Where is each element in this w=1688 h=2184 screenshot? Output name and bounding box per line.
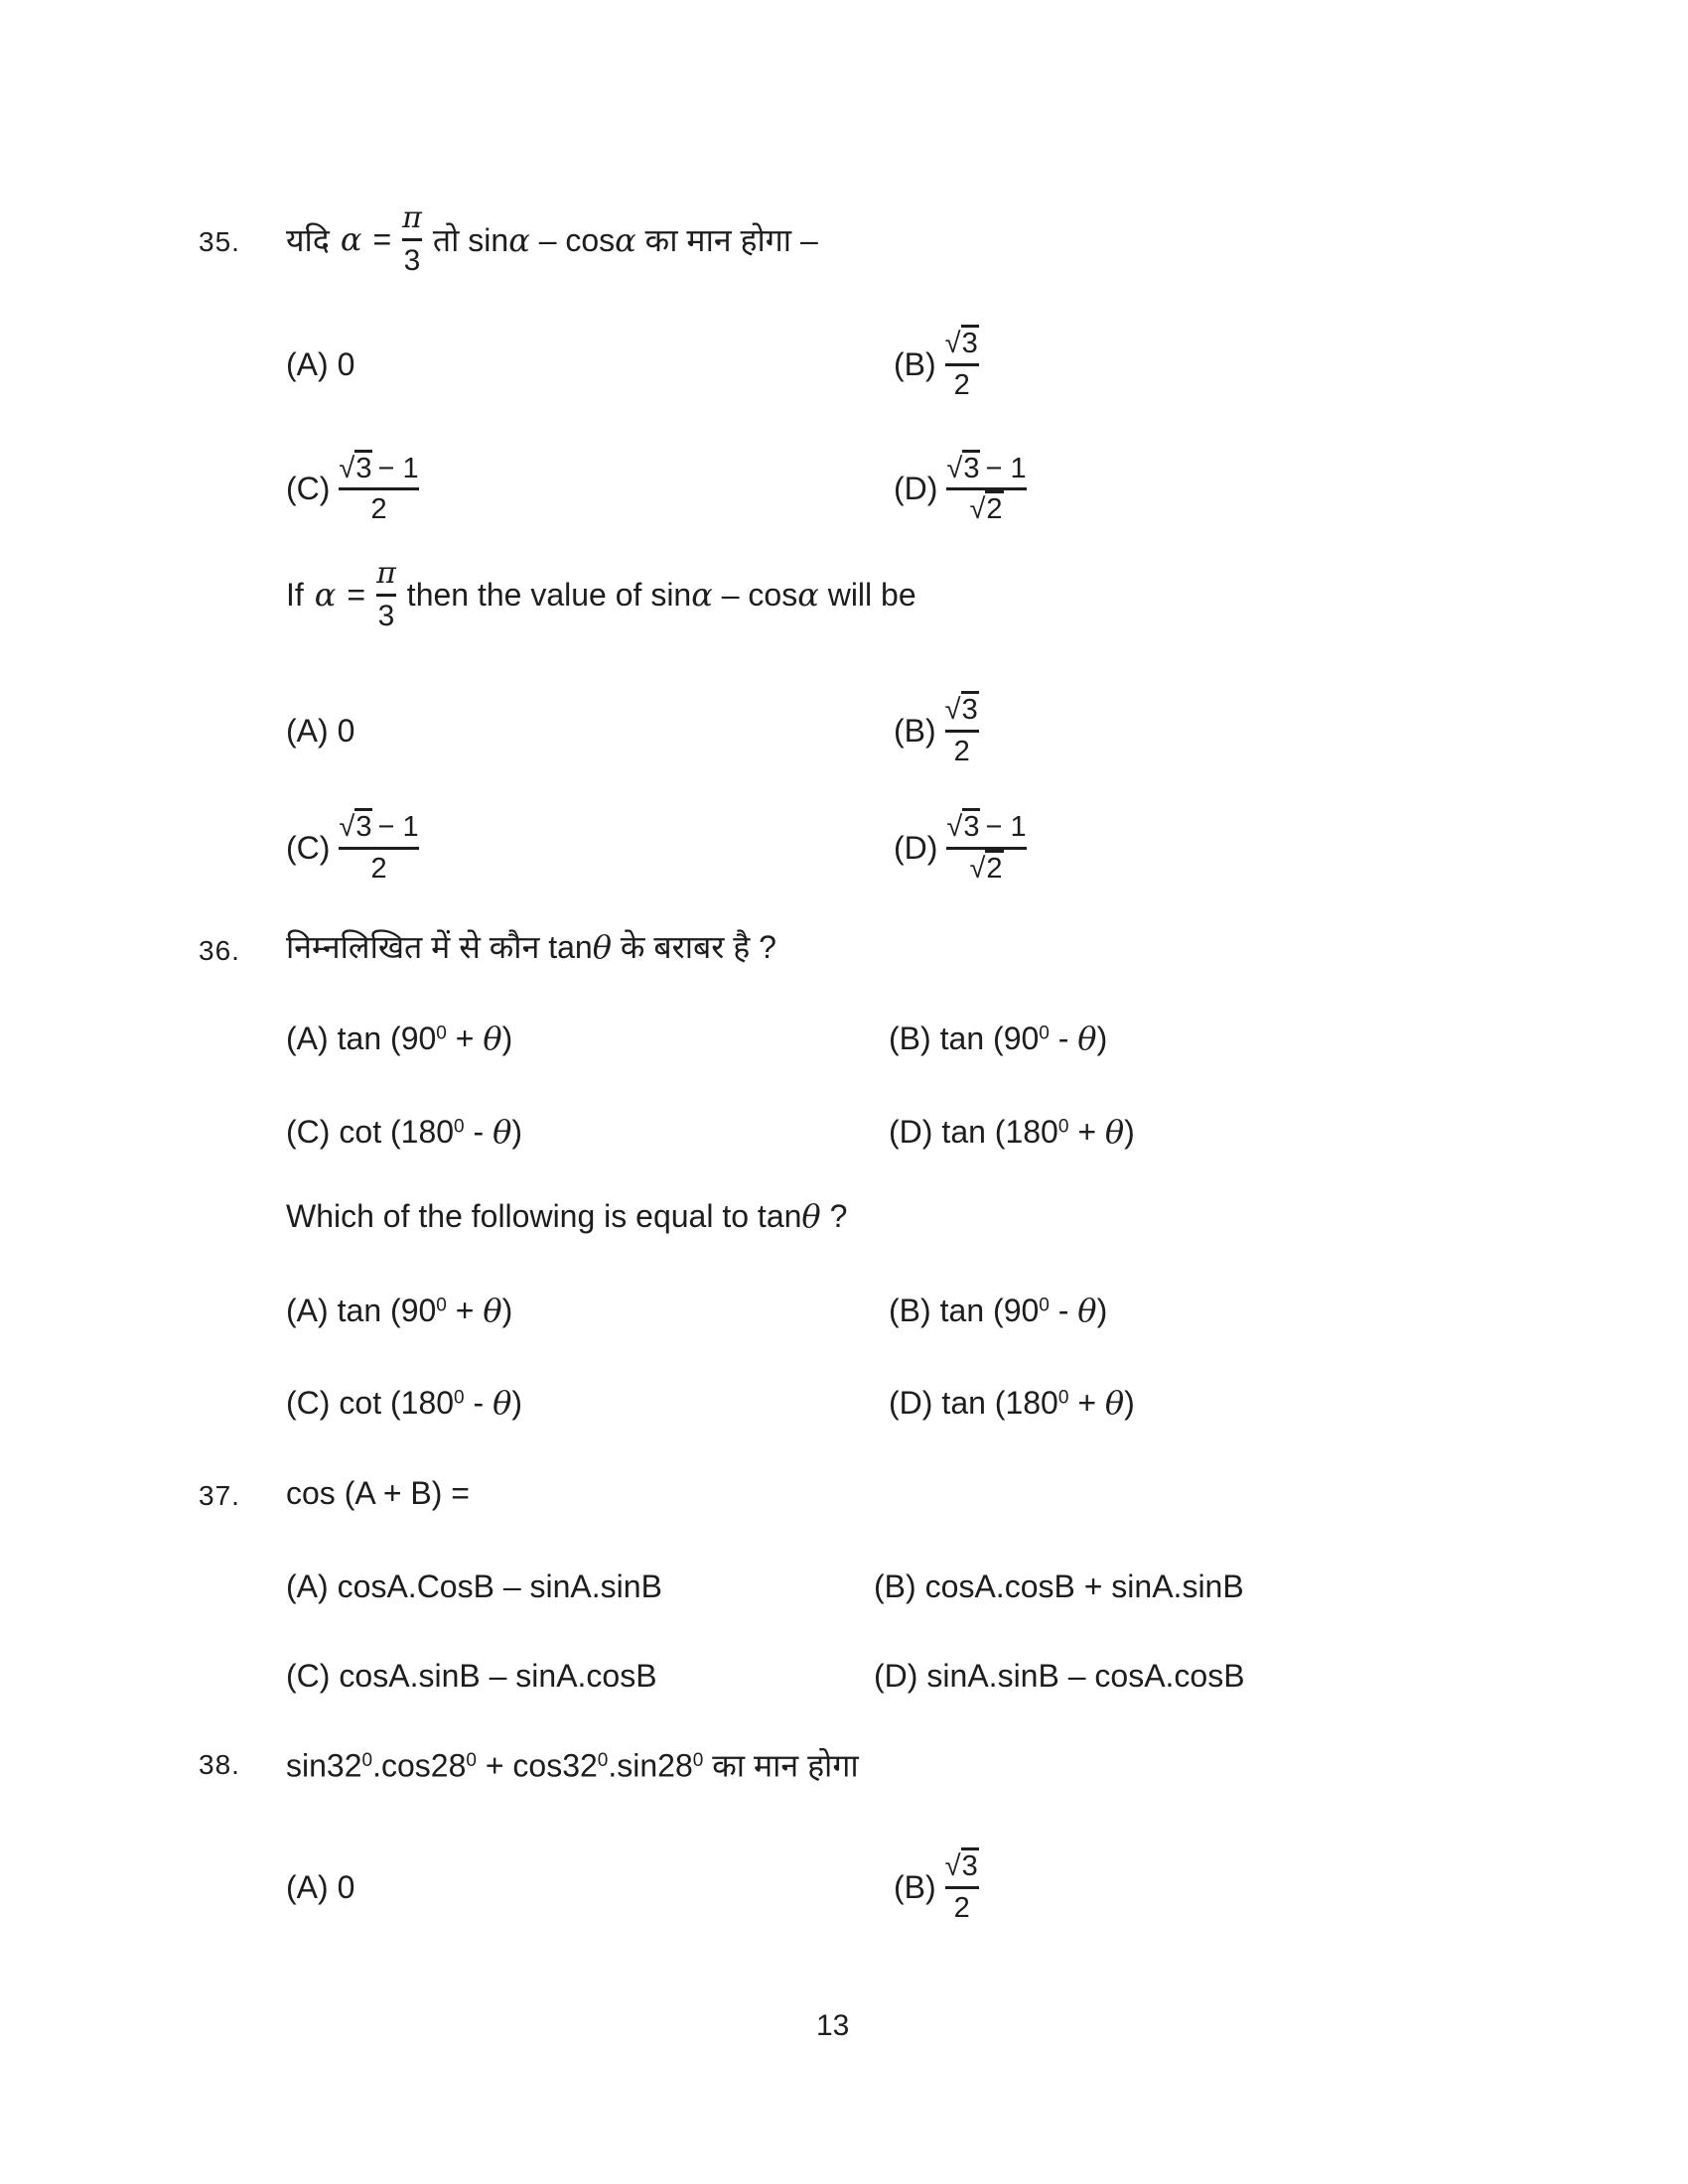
close-paren: ) <box>501 1293 513 1328</box>
alpha-symbol: α <box>615 220 636 259</box>
q38-options-row-ab <box>0 1832 1688 1943</box>
degree-superscript: 0 <box>692 1750 704 1771</box>
q35-hindi-options-row-cd <box>0 427 1688 551</box>
operator: - <box>1049 1021 1078 1056</box>
fraction-denominator: 3 <box>403 243 421 277</box>
option-label: (B) <box>889 1020 931 1056</box>
q37-text: cos (A + B) = <box>286 1475 470 1511</box>
option-label: (C) <box>286 471 331 506</box>
option-label: (B) <box>874 1568 916 1604</box>
q35-hindi-post3: का मान होगा – <box>635 221 818 258</box>
fraction-sqrt3-over-2 <box>945 694 979 767</box>
q35-english-post1: then the value of sin <box>406 577 692 613</box>
close-paren: ) <box>511 1385 522 1421</box>
option-value <box>338 1020 513 1057</box>
question-number-36: 36. <box>199 935 240 966</box>
option-b <box>889 1013 1107 1064</box>
option-value: cosA.sinB – sinA.cosB <box>339 1657 657 1694</box>
radicand: 3 <box>961 1847 979 1882</box>
close-paren: ) <box>1096 1021 1108 1056</box>
theta-symbol: θ <box>801 1197 821 1235</box>
alpha-symbol: α <box>508 220 530 259</box>
operator: - <box>464 1385 493 1421</box>
option-b <box>894 304 979 425</box>
theta-symbol: θ <box>1104 1113 1125 1151</box>
sqrt-sign: √ <box>946 811 963 844</box>
q38-term: sin32 <box>286 1747 362 1784</box>
radicand: 3 <box>961 691 979 726</box>
radicand: 3 <box>962 808 980 843</box>
q35-hindi-options-row-ab <box>0 304 1688 425</box>
fraction-sqrt3-minus-1-over-2 <box>339 453 418 526</box>
q35-english-options-row-ab <box>0 675 1688 786</box>
fraction-sqrt3-minus-1-over-sqrt2 <box>946 453 1026 526</box>
q38-term: .sin28 <box>608 1747 693 1784</box>
q35-english-options-row-cd <box>0 789 1688 906</box>
option-fn: tan (180 <box>941 1114 1058 1150</box>
q36-hindi-post: के बराबर है ? <box>612 929 776 965</box>
option-c <box>286 1377 522 1429</box>
option-value: cosA.CosB – sinA.sinB <box>337 1568 662 1604</box>
option-fn: tan (90 <box>337 1021 437 1056</box>
operator: - <box>464 1114 493 1150</box>
sqrt-sign: √ <box>339 811 355 844</box>
theta-symbol: θ <box>483 1020 502 1057</box>
close-paren: ) <box>1124 1385 1135 1421</box>
degree-superscript: 0 <box>1039 1295 1050 1316</box>
option-label: (B) <box>894 345 936 382</box>
close-paren: ) <box>1124 1114 1135 1150</box>
option-value <box>940 1292 1108 1329</box>
sqrt-sign: √ <box>944 694 961 727</box>
denominator: 2 <box>953 368 970 401</box>
option-d <box>874 1650 1245 1702</box>
option-label: (D) <box>894 829 938 866</box>
option-value <box>339 1384 522 1422</box>
fraction-bar <box>339 847 418 850</box>
fraction-sqrt3-minus-1-over-sqrt2 <box>946 811 1026 885</box>
degree-superscript: 0 <box>436 1023 447 1044</box>
q36-hindi-pre: निम्नलिखित में से कौन tan <box>286 929 593 965</box>
degree-superscript: 0 <box>436 1295 447 1316</box>
option-a <box>286 675 354 786</box>
operator: + <box>1068 1385 1105 1421</box>
q35-english-post2: – cos <box>712 577 798 613</box>
option-value: 0 <box>337 1868 355 1905</box>
operator: + <box>446 1293 484 1328</box>
q35-english-post <box>407 576 916 614</box>
fraction-bar <box>945 363 979 366</box>
option-value: 0 <box>337 712 355 749</box>
q35-english-text <box>286 546 916 643</box>
q36-hindi-options-row-ab <box>0 1013 1688 1064</box>
option-label: (D) <box>894 471 938 506</box>
alpha-symbol: α <box>797 576 819 614</box>
q37-options-row-cd <box>0 1650 1688 1702</box>
denominator: 2 <box>370 852 387 885</box>
option-b <box>889 1285 1107 1336</box>
option-b <box>874 1561 1244 1612</box>
q36-hindi-text <box>286 925 776 969</box>
theta-symbol: θ <box>483 1292 502 1329</box>
degree-superscript: 0 <box>1039 1023 1050 1044</box>
radicand: 3 <box>962 450 980 484</box>
option-label: (C) <box>286 1384 331 1421</box>
theta-symbol: θ <box>1077 1292 1097 1329</box>
close-paren: ) <box>1096 1293 1108 1328</box>
option-d <box>889 1106 1135 1158</box>
option-a <box>286 304 354 425</box>
fraction-bar <box>376 594 396 597</box>
numerator <box>339 453 418 484</box>
degree-superscript: 0 <box>361 1750 373 1771</box>
option-a <box>286 1832 354 1943</box>
option-label: (D) <box>889 1113 933 1150</box>
numerator <box>945 1850 979 1882</box>
option-value: sinA.sinB – cosA.cosB <box>926 1657 1245 1694</box>
option-d <box>894 789 1027 906</box>
fraction-pi-over-3 <box>376 557 396 632</box>
option-fn: tan (180 <box>941 1385 1058 1421</box>
radicand: 3 <box>354 450 372 484</box>
option-a <box>286 1285 512 1336</box>
option-fn: cot (180 <box>339 1114 455 1150</box>
question-number-35: 35. <box>199 226 240 257</box>
alpha-symbol: α <box>340 220 362 258</box>
option-label: (B) <box>894 1868 936 1905</box>
operator: + <box>446 1021 484 1056</box>
fraction-sqrt3-minus-1-over-2 <box>339 811 418 885</box>
theta-symbol: θ <box>492 1384 512 1422</box>
q35-english-pre: If <box>286 576 304 613</box>
q36-hindi-options-row-cd <box>0 1106 1688 1158</box>
degree-superscript: 0 <box>454 1387 465 1409</box>
sqrt-sign: √ <box>339 452 355 484</box>
denominator <box>969 853 1003 885</box>
option-value <box>941 1384 1134 1422</box>
option-value <box>338 1292 513 1329</box>
q37-options-row-ab <box>0 1561 1688 1612</box>
q38-term: + cos32 <box>476 1747 598 1784</box>
theta-symbol: θ <box>592 928 612 966</box>
option-label: (D) <box>889 1384 933 1421</box>
degree-superscript: 0 <box>1057 1387 1069 1409</box>
option-fn: tan (90 <box>939 1293 1040 1328</box>
operator: - <box>1049 1293 1078 1328</box>
q35-hindi-post2: – cos <box>529 221 616 258</box>
q35-hindi-pre: यदि <box>286 221 330 258</box>
question-number-37: 37. <box>199 1480 240 1511</box>
option-label: (A) <box>286 1868 329 1905</box>
page-number: 13 <box>816 2009 850 2042</box>
radicand: 3 <box>961 325 979 359</box>
option-a <box>286 1013 512 1064</box>
option-fn: cot (180 <box>339 1385 455 1421</box>
option-label: (A) <box>286 1020 329 1056</box>
degree-superscript: 0 <box>466 1750 477 1771</box>
sqrt-sign: √ <box>944 1850 961 1883</box>
fraction-bar <box>945 730 979 733</box>
fraction-bar <box>945 1886 979 1889</box>
alpha-symbol: α <box>691 576 713 614</box>
sqrt-sign: √ <box>944 328 961 360</box>
option-fn: tan (90 <box>337 1293 437 1328</box>
option-b <box>894 1832 979 1943</box>
equals-sign: = <box>372 220 392 257</box>
option-c <box>286 1106 522 1158</box>
q36-english-pre: Which of the following is equal to tan <box>286 1198 802 1234</box>
numerator-rest: − 1 <box>985 811 1027 844</box>
numerator <box>946 811 1026 843</box>
q35-hindi-post <box>433 218 818 261</box>
numerator <box>945 694 979 726</box>
numerator <box>946 453 1026 484</box>
q35-hindi-post1: तो sin <box>432 221 509 258</box>
numerator <box>945 328 979 359</box>
option-value <box>941 1113 1134 1151</box>
sqrt-sign: √ <box>946 452 963 484</box>
theta-symbol: θ <box>1104 1384 1125 1422</box>
degree-superscript: 0 <box>454 1116 465 1138</box>
sqrt-sign: √ <box>969 852 986 885</box>
degree-superscript: 0 <box>597 1750 609 1771</box>
option-c <box>286 1650 657 1702</box>
alpha-symbol: α <box>314 576 337 614</box>
sqrt-sign: √ <box>969 493 986 525</box>
pi-symbol: π <box>376 555 396 591</box>
radicand: 3 <box>354 808 372 843</box>
option-value: cosA.cosB + sinA.sinB <box>924 1568 1244 1604</box>
close-paren: ) <box>501 1021 513 1056</box>
q36-english-post: ? <box>820 1198 848 1234</box>
option-a <box>286 1561 662 1612</box>
numerator <box>339 811 418 843</box>
option-label: (A) <box>286 345 329 382</box>
q35-english-post3: will be <box>818 577 916 613</box>
option-d <box>889 1377 1135 1429</box>
option-d <box>894 427 1027 551</box>
denominator <box>969 493 1003 525</box>
option-label: (D) <box>874 1657 918 1694</box>
fraction-denominator: 3 <box>377 599 395 632</box>
degree-superscript: 0 <box>1057 1116 1069 1138</box>
q38-term: .cos28 <box>372 1747 467 1784</box>
fraction-pi-over-3 <box>402 202 422 277</box>
option-label: (B) <box>889 1292 931 1328</box>
q38-post: का मान होगा <box>703 1747 859 1784</box>
q36-english-text <box>286 1194 847 1238</box>
option-value: 0 <box>337 345 355 382</box>
numerator-rest: − 1 <box>985 452 1027 484</box>
fraction-sqrt3-over-2 <box>945 328 979 401</box>
option-label: (A) <box>286 1292 329 1328</box>
option-label: (A) <box>286 1568 329 1604</box>
option-c <box>286 789 419 906</box>
denominator: 2 <box>370 493 387 525</box>
fraction-bar <box>402 238 422 241</box>
numerator-rest: − 1 <box>377 811 419 844</box>
radicand: 2 <box>985 490 1003 525</box>
operator: + <box>1068 1114 1105 1150</box>
theta-symbol: θ <box>1077 1020 1097 1057</box>
option-fn: tan (90 <box>939 1021 1040 1056</box>
q35-hindi-text <box>286 187 818 292</box>
option-value <box>339 1113 522 1151</box>
equals-sign: = <box>347 576 366 613</box>
option-label: (C) <box>286 829 331 866</box>
q36-english-options-row-ab <box>0 1285 1688 1336</box>
fraction-sqrt3-over-2 <box>945 1850 979 1924</box>
numerator-rest: − 1 <box>377 452 419 484</box>
pi-symbol: π <box>402 200 422 235</box>
q36-english-options-row-cd <box>0 1377 1688 1429</box>
theta-symbol: θ <box>492 1113 512 1151</box>
option-value <box>940 1020 1108 1057</box>
denominator: 2 <box>953 1891 970 1924</box>
fraction-bar <box>339 487 418 490</box>
option-label: (C) <box>286 1657 331 1694</box>
radicand: 2 <box>985 850 1003 885</box>
option-c <box>286 427 419 551</box>
option-label: (A) <box>286 712 329 749</box>
option-label: (B) <box>894 712 936 749</box>
option-label: (C) <box>286 1113 331 1150</box>
q38-text <box>286 1739 859 1787</box>
close-paren: ) <box>511 1114 522 1150</box>
denominator: 2 <box>953 735 970 767</box>
option-b <box>894 675 979 786</box>
question-number-38: 38. <box>199 1749 240 1780</box>
